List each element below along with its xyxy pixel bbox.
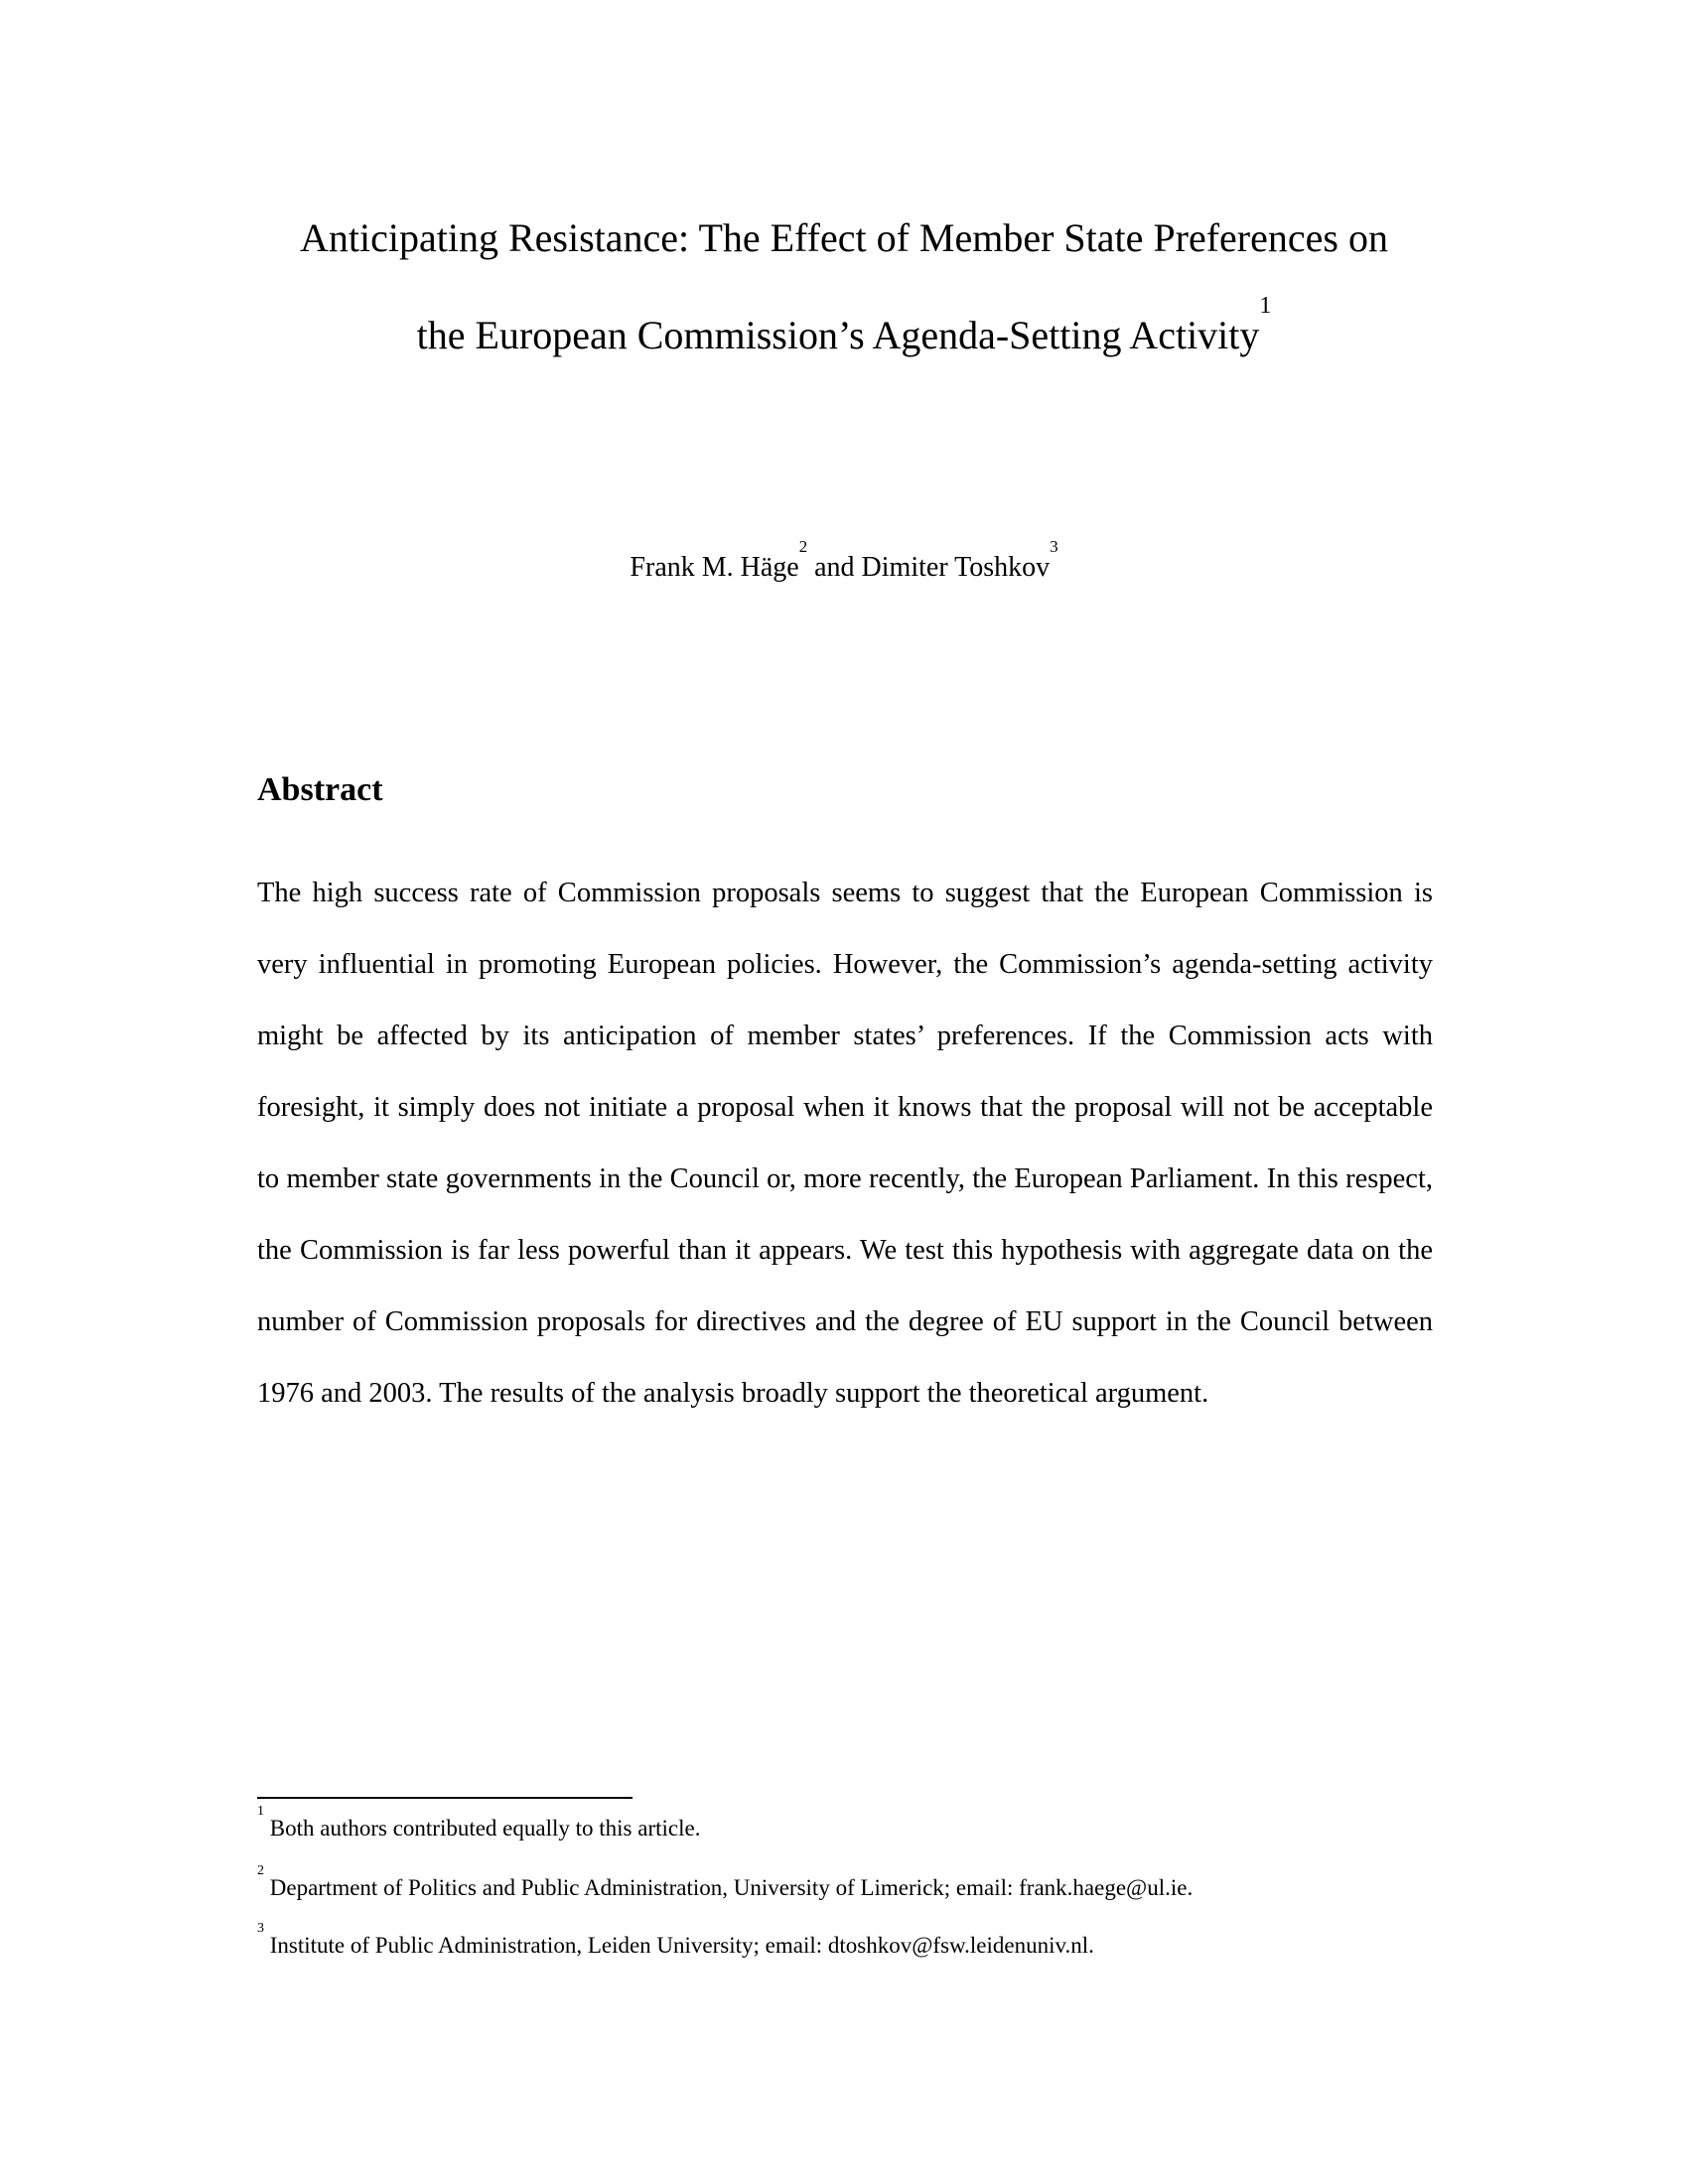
footnote-divider — [257, 1797, 633, 1799]
author-2-name: Dimiter Toshkov — [861, 552, 1051, 583]
footnote-3 — [257, 1921, 1498, 1960]
footnote-2-mark: 2 — [257, 1863, 264, 1878]
abstract-body: The high success rate of Commission proposals seems to suggest that the European Commission is very influential in promoting European policies. However, the Commission’s agenda-setting activity might be affected by its anticipation of member states’ preferences. If the Commission acts with foresight, it simply does not initiate a proposal when it knows that the proposal will not be acceptable to member state governments in the Council or, more recently, the European Parliament. In this respect, the Commission is far less powerful than it appears. We test this hypothesis with aggregate data on the number of Commission proposals for directives and the degree of EU support in the Council between 1976 and 2003. The results of the analysis broadly support the theoretical argument. — [257, 878, 1433, 1409]
author-1-footnote-mark: 2 — [798, 537, 808, 556]
title-line-1: Anticipating Resistance: The Effect of Member State Preferences on — [300, 215, 1388, 260]
footnote-2-text: Department of Politics and Public Administration, University of Limerick; email: frank.haege@ul.ie. — [269, 1875, 1194, 1900]
author-2-footnote-mark: 3 — [1050, 537, 1058, 556]
author-1-name: Frank M. Häge — [630, 552, 799, 583]
footnote-3-text: Institute of Public Administration, Leiden University; email: dtoshkov@fsw.leidenuniv.nl. — [269, 1933, 1094, 1958]
title-line-2-text: the European Commission’s Agenda-Setting Activity — [416, 313, 1260, 357]
title-line-2 — [149, 293, 1539, 359]
footnote-2 — [257, 1863, 1498, 1902]
footnote-3-mark: 3 — [257, 1921, 264, 1936]
author-conjunction: and — [807, 552, 862, 583]
abstract-heading: Abstract — [257, 771, 383, 808]
title-footnote-mark: 1 — [1259, 293, 1272, 319]
footnote-1 — [257, 1804, 1498, 1843]
author-line — [149, 537, 1539, 585]
footnote-1-mark: 1 — [257, 1804, 264, 1819]
footnote-1-text: Both authors contributed equally to this article. — [269, 1816, 701, 1841]
